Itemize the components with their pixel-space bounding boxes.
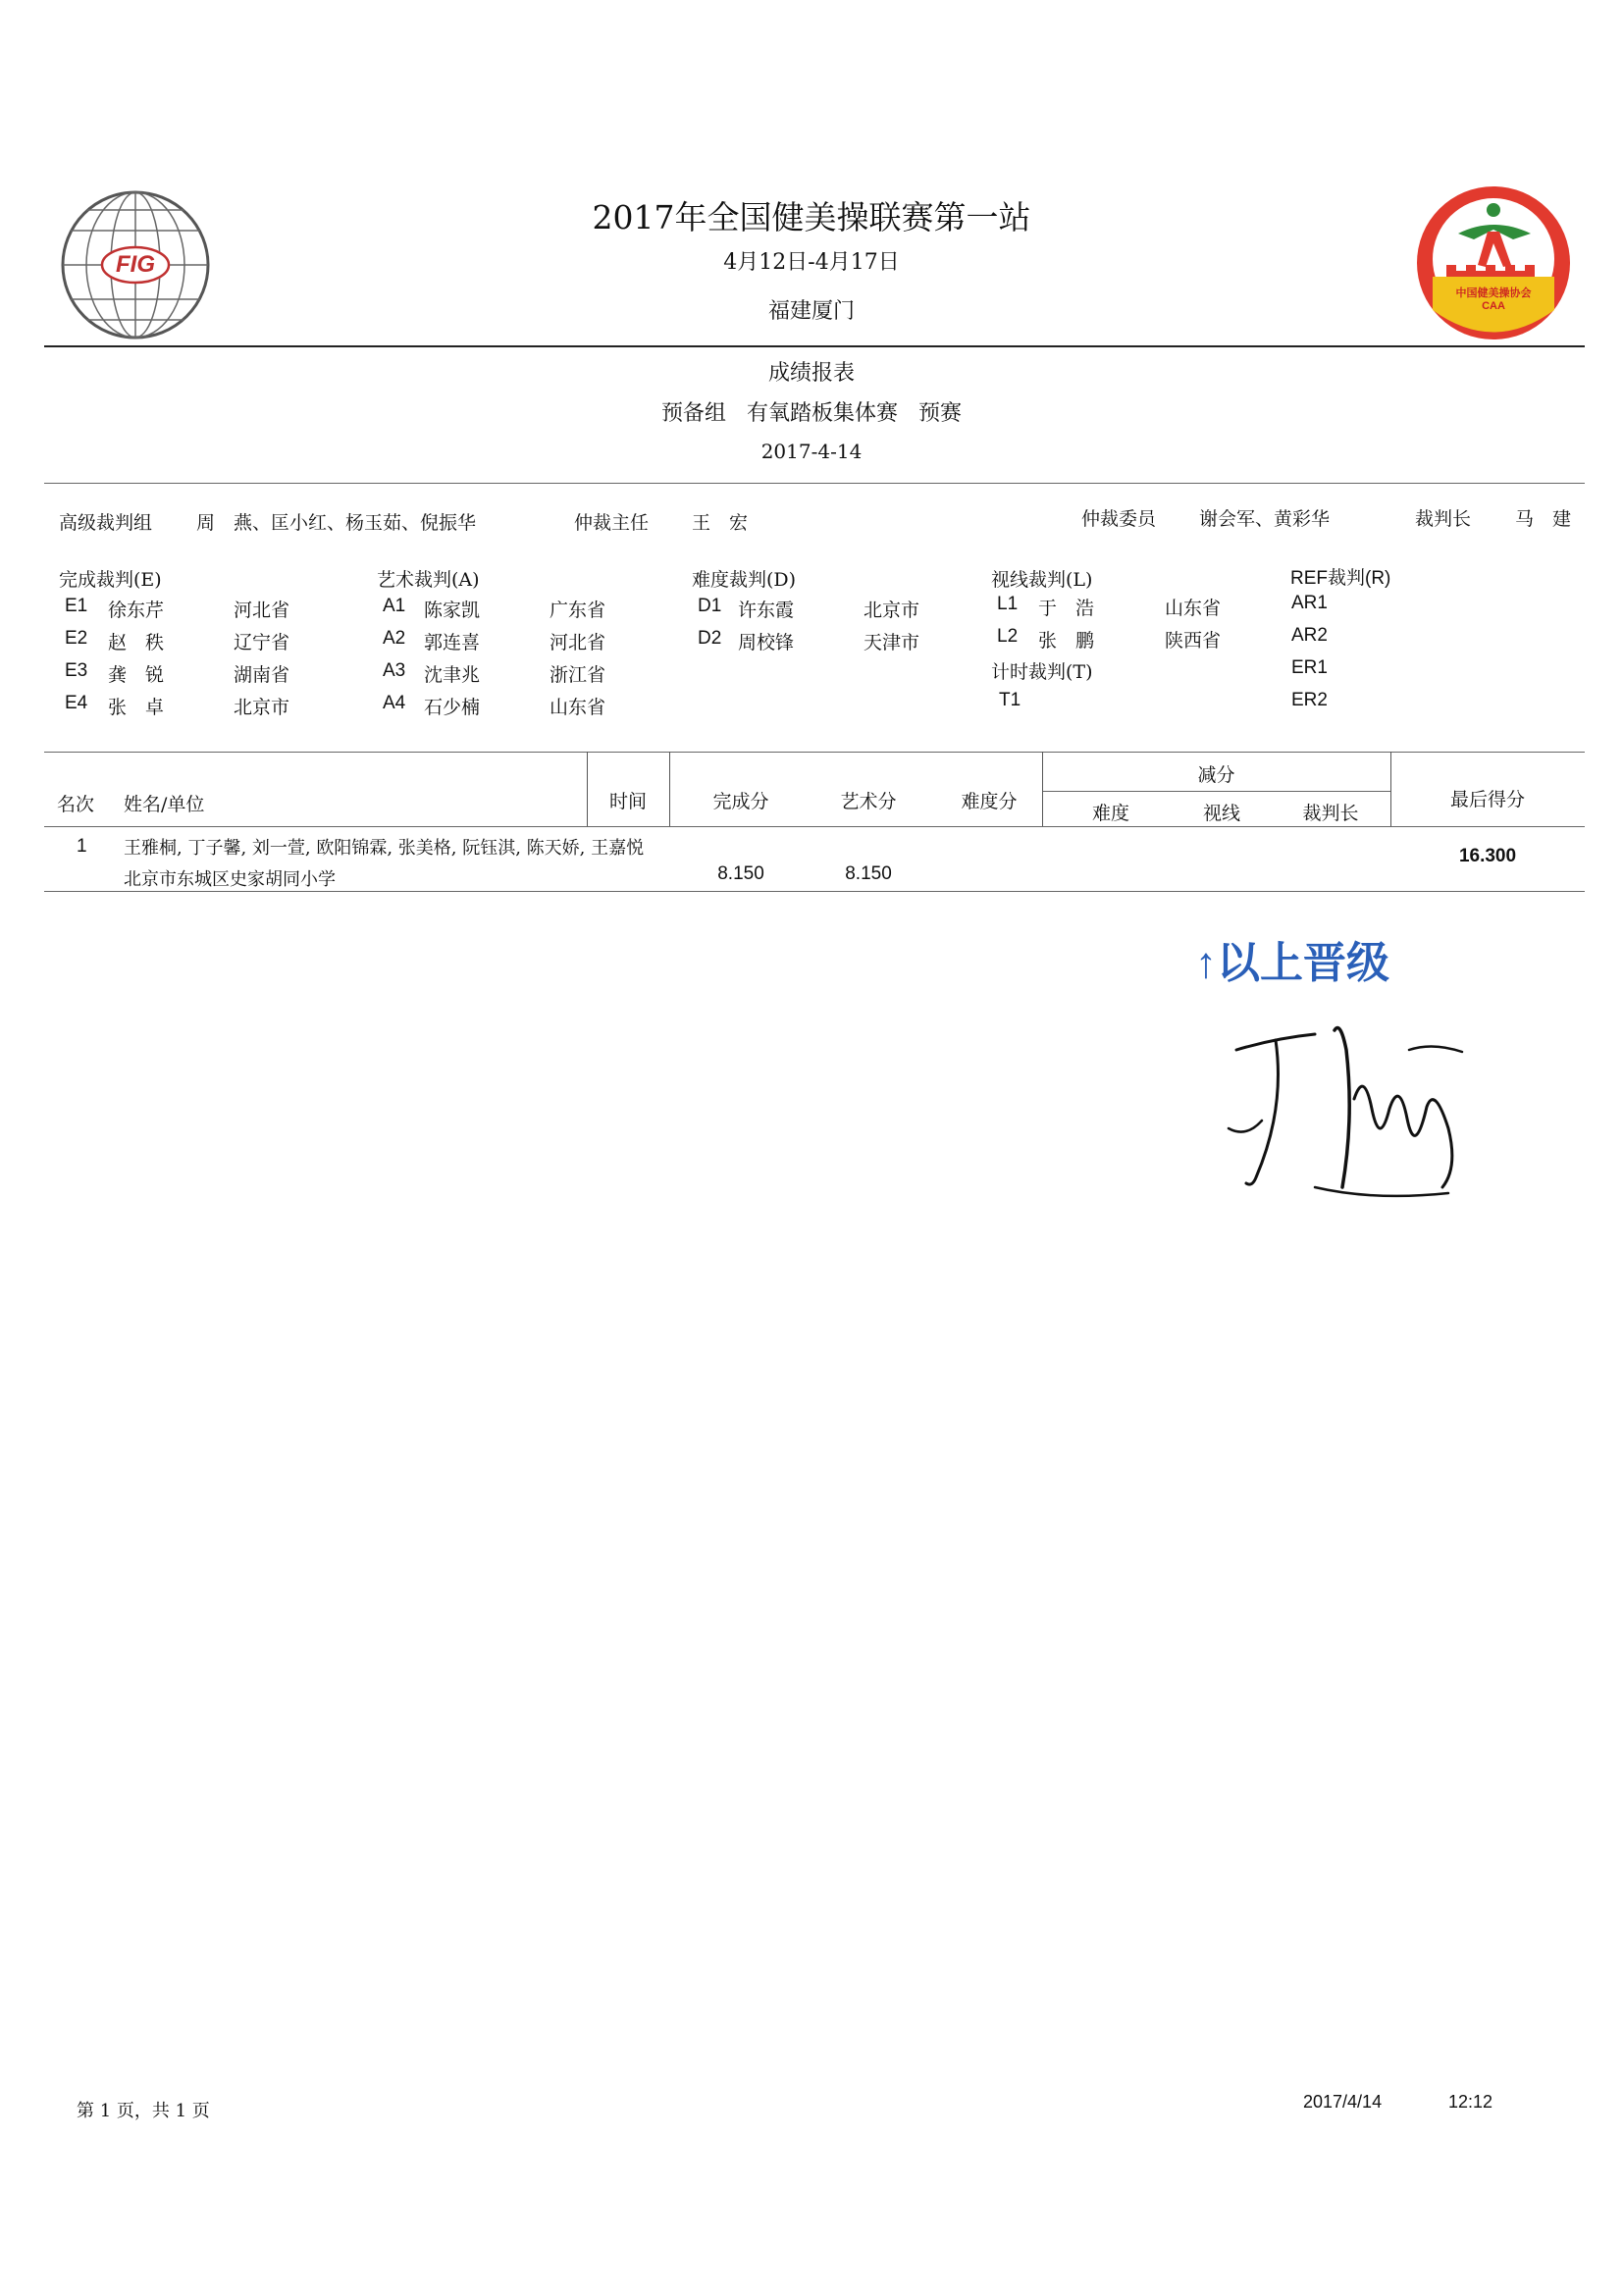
header-rank: 名次 (57, 794, 95, 815)
caa-logo-text-cn: 中国健美操协会 (1455, 287, 1532, 299)
head-judge-name: 马 建 (1515, 508, 1572, 530)
judge-code: E4 (65, 693, 88, 713)
fig-logo (57, 186, 214, 343)
header-ded-line: 视线 (1202, 803, 1240, 824)
jury-members-names: 谢会军、黄彩华 (1199, 508, 1331, 530)
judge-name: 许东霞 (738, 600, 795, 621)
difficulty-panel-label: 难度裁判(D) (692, 569, 797, 591)
judge-name: 陈家凯 (424, 600, 481, 621)
header-name-unit: 姓名/单位 (124, 794, 205, 815)
qualification-note (1195, 927, 1389, 990)
judge-code: D2 (698, 628, 722, 649)
judge-code: L2 (997, 626, 1019, 647)
report-date: 2017-4-14 (760, 440, 863, 463)
judge-region: 山东省 (1165, 598, 1222, 619)
judge-code: A4 (383, 693, 406, 713)
jury-president-label: 仲裁主任 (574, 512, 650, 534)
report-title: 成绩报表 (767, 361, 855, 386)
judge-name: 周校锋 (738, 632, 795, 653)
caa-logo (1413, 183, 1574, 343)
judge-name: 张 鹏 (1038, 630, 1095, 652)
fig-logo-text: FIG (116, 251, 155, 278)
time-panel-label: 计时裁判(T) (991, 661, 1093, 683)
event-dates: 4月12日-4月17日 (723, 250, 900, 275)
senior-panel-label: 高级裁判组 (59, 512, 153, 534)
jury-president-name: 王 宏 (692, 512, 749, 534)
header-ded-head: 裁判长 (1302, 803, 1359, 824)
team-members: 王雅桐, 丁子馨, 刘一萱, 欧阳锦霖, 张美格, 阮钰淇, 陈天娇, 王嘉悦 (124, 838, 645, 859)
judge-code: A3 (383, 660, 406, 681)
judge-name: 徐东芹 (108, 600, 165, 621)
event-location: 福建厦门 (767, 299, 855, 324)
artistic-score: 8.150 (845, 863, 892, 884)
judge-name: 石少楠 (424, 697, 481, 718)
judge-region: 北京市 (234, 697, 290, 718)
judge-code: AR1 (1291, 593, 1328, 613)
table-top-border (44, 752, 1585, 753)
judge-code: ER1 (1291, 657, 1328, 678)
judge-region: 辽宁省 (234, 632, 290, 653)
judge-code: A1 (383, 596, 406, 616)
judge-code: T1 (999, 690, 1021, 710)
judge-region: 北京市 (864, 600, 920, 621)
rank: 1 (77, 836, 87, 857)
judge-region: 陕西省 (1165, 630, 1222, 652)
head-judge-label: 裁判长 (1415, 508, 1472, 530)
page-number: 第 1 页，共 1 页 (77, 2101, 210, 2121)
officials-divider (44, 483, 1585, 484)
final-score: 16.300 (1458, 846, 1517, 866)
judge-name: 沈聿兆 (424, 664, 481, 686)
judge-code: L1 (997, 594, 1019, 614)
judge-code: E1 (65, 596, 88, 616)
execution-score: 8.150 (717, 863, 764, 884)
header-final: 最后得分 (1449, 789, 1525, 810)
jury-members-label: 仲裁委员 (1081, 508, 1157, 530)
judge-region: 浙江省 (550, 664, 606, 686)
report-group: 预备组 有氧踏板集体赛 预赛 (661, 401, 962, 426)
judge-region: 广东省 (550, 600, 606, 621)
qualification-text: 以上晋级 (1217, 939, 1389, 987)
judge-name: 龚 锐 (108, 664, 165, 686)
footer-date: 2017/4/14 (1303, 2092, 1383, 2112)
signature (1217, 991, 1472, 1217)
deductions-subheader-border (1042, 791, 1390, 792)
line-panel-label: 视线裁判(L) (991, 569, 1093, 591)
judge-code: ER2 (1291, 690, 1328, 710)
table-bottom-border (44, 891, 1585, 892)
header-ded-difficulty: 难度 (1091, 803, 1129, 824)
footer-time: 12:12 (1448, 2092, 1493, 2112)
judge-region: 河北省 (234, 600, 290, 621)
header-artistic: 艺术分 (840, 791, 897, 812)
header-time: 时间 (608, 791, 647, 812)
judge-name: 张 卓 (108, 697, 165, 718)
team-unit: 北京市东城区史家胡同小学 (124, 869, 336, 890)
judge-region: 湖南省 (234, 664, 290, 686)
judge-name: 赵 秩 (108, 632, 165, 653)
col-divider (669, 752, 670, 826)
execution-panel-label: 完成裁判(E) (59, 569, 162, 591)
judge-region: 河北省 (550, 632, 606, 653)
judge-code: D1 (698, 596, 722, 616)
header-execution: 完成分 (712, 791, 769, 812)
judge-name: 于 浩 (1038, 598, 1095, 619)
senior-panel-names: 周 燕、匡小红、杨玉茹、倪振华 (196, 512, 477, 534)
caa-logo-text-en: CAA (1482, 300, 1505, 312)
judge-region: 山东省 (550, 697, 606, 718)
judge-code: E3 (65, 660, 88, 681)
event-title: 2017年全国健美操联赛第一站 (592, 198, 1031, 236)
header-divider (44, 345, 1585, 347)
judge-name: 郭连喜 (424, 632, 481, 653)
header-deductions: 减分 (1197, 764, 1235, 786)
arrow-up-icon: ↑ (1195, 939, 1217, 987)
artistic-panel-label: 艺术裁判(A) (377, 569, 480, 591)
caa-emblem-icon (1413, 183, 1574, 343)
judge-code: AR2 (1291, 625, 1328, 646)
ref-panel-label: REF裁判(R) (1290, 568, 1391, 589)
judge-code: A2 (383, 628, 406, 649)
table-header-bottom-border (44, 826, 1585, 827)
header-difficulty: 难度分 (961, 791, 1018, 812)
judge-code: E2 (65, 628, 88, 649)
judge-region: 天津市 (864, 632, 920, 653)
